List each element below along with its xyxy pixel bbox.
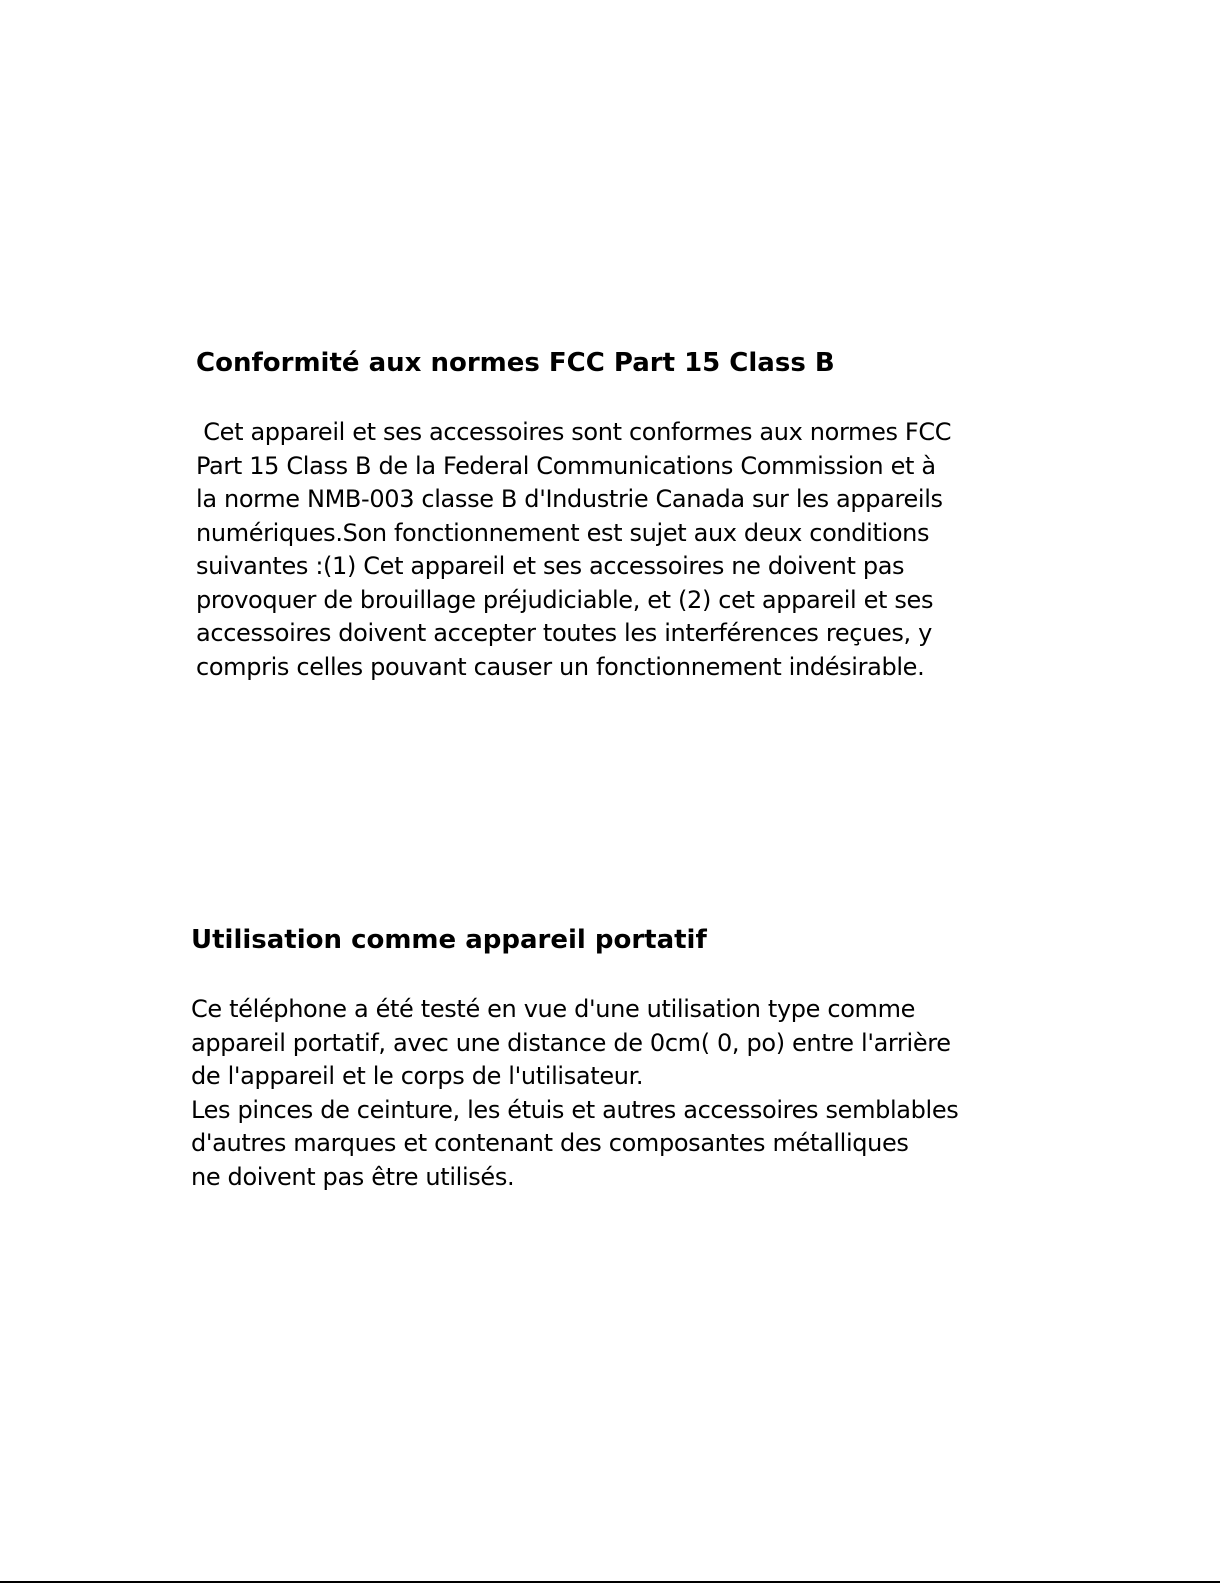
paragraph-line: de l'appareil et le corps de l'utilisateur. bbox=[191, 1062, 644, 1090]
paragraph-line: d'autres marques et contenant des composantes métalliques bbox=[191, 1129, 909, 1157]
paragraph-line: appareil portatif, avec une distance de 0cm( 0, po) entre l'arrière bbox=[191, 1028, 951, 1057]
paragraph-line: accessoires doivent accepter toutes les interférences reçues, y bbox=[196, 619, 932, 647]
paragraph-line: Cet appareil et ses accessoires sont conformes aux normes FCC bbox=[196, 418, 952, 446]
fcc-compliance-paragraph bbox=[196, 416, 1036, 684]
paragraph-line: suivantes :(1) Cet appareil et ses accessoires ne doivent pas bbox=[196, 552, 905, 580]
paragraph-line: la norme NMB-003 classe B d'Industrie Canada sur les appareils bbox=[196, 485, 943, 513]
fcc-compliance-section bbox=[196, 344, 1036, 684]
paragraph-line: provoquer de brouillage préjudiciable, et (2) cet appareil et ses bbox=[196, 585, 934, 614]
paragraph-line: Ce téléphone a été testé en vue d'une utilisation type comme bbox=[191, 995, 916, 1023]
portable-use-heading: Utilisation comme appareil portatif bbox=[191, 925, 707, 955]
paragraph-line: compris celles pouvant causer un fonctionnement indésirable. bbox=[196, 652, 925, 681]
paragraph-line: Les pinces de ceinture, les étuis et autres accessoires semblables bbox=[191, 1095, 959, 1124]
portable-use-section bbox=[191, 921, 1031, 1194]
fcc-compliance-heading: Conformité aux normes FCC Part 15 Class B bbox=[196, 348, 835, 378]
paragraph-line: numériques.Son fonctionnement est sujet aux deux conditions bbox=[196, 518, 930, 547]
portable-use-paragraph bbox=[191, 993, 1031, 1194]
paragraph-line: ne doivent pas être utilisés. bbox=[191, 1162, 515, 1191]
paragraph-line: Part 15 Class B de la Federal Communications Commission et à bbox=[196, 451, 936, 480]
